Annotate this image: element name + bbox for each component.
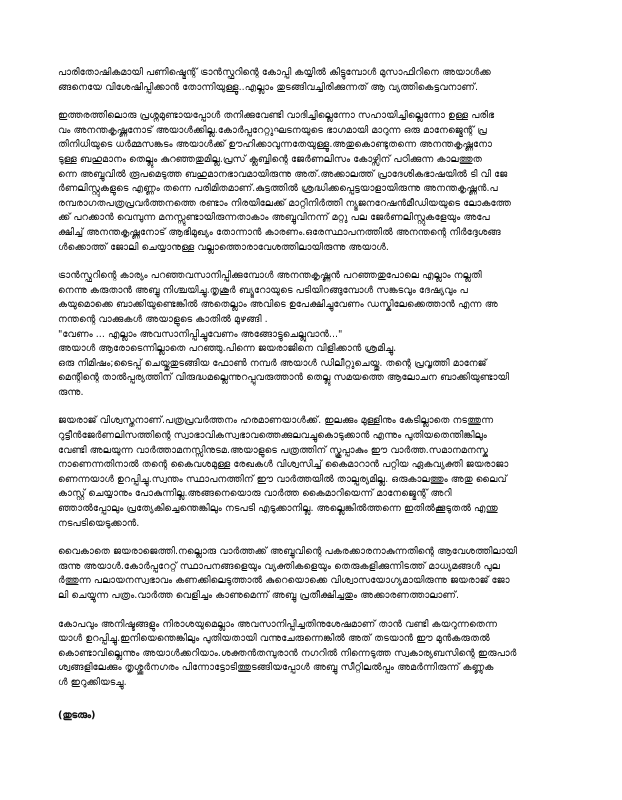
text-line: ലി ചെയ്യുന്ന പത്രം.വാർത്ത വെളിച്ചം കാണുമെന്ന് അബ്ബു പ്രതീക്ഷിച്ചതും അക്കാരണത്താലാണ്. [58, 590, 460, 601]
paragraph-5 [58, 545, 578, 603]
to-be-continued-label: (തുടരും) [58, 709, 96, 721]
text-line: രുന്നു അയാൾ.കോർപ്പറേറ്റ് സ്ഥാപനങ്ങളെയും വ്യക്തികളെയും തെരുകളിക്കുന്നിടത്ത് മാധ്യമങ്ങൾ പുല [58, 560, 500, 572]
text-line: വൈകാതെ ജയരാജെത്തി.നല്ലൊരു വാർത്തക്ക് അബ്ബുവിന്റെ പകരക്കാരനാകുന്നതിന്റെ ആവേശത്തിലായി [58, 546, 517, 558]
text-line: അയാൾ ആരോടെന്നില്ലാതെ പറഞ്ഞു.പിന്നെ ജയരാജിനെ വിളിക്കാൻ ശ്രമിച്ചു. [58, 343, 397, 355]
text-line: ജയരാജ് വിശ്വസ്തനാണ്.പത്രപ്രവർത്തനം ഹരമാണയാൾക്ക്. ഇലക്കും മുള്ളിനും കേടില്ലാതെ നടത്തുന്ന [58, 415, 494, 427]
text-line: ന്നെ അബ്ബുവിൽ രൂപമെടുത്ത ബഹുമാനഭാവമായിരുന്നു അത്.അക്കാലത്ത് പ്രാദേശികഭാഷയിൽ ടി വി ജേ [58, 168, 508, 180]
text-line: നടപടിയെടുക്കാൻ. [58, 517, 140, 529]
text-line: കോപവും അനിഷ്ടങ്ങളും നിരാശയുമെല്ലാം അവസാനിപ്പിച്ചതിനുശേഷമാണ് താൻ വണ്ടി കയറുന്നതെന്ന [58, 618, 498, 630]
text-line: ൾക്കൊത്ത് ജോലി ചെയ്യാനുള്ള വല്ലാത്തൊരാവേശത്തിലായിരുന്നു അയാൾ. [58, 241, 389, 253]
text-line: വം അനന്തകൃഷ്ണനോട് അയാൾക്കില്ല.കോർപ്പറേറ്റുഘടനയുടെ ഭാഗമായി മാറുന്ന ഒരു മാനേജ്മെന്റ് പ്ര [58, 124, 487, 136]
text-line: കയുമൊക്കെ ബാക്കിയുണ്ടെങ്കിൽ അതെല്ലാം അവിടെ ഉപേക്ഷിച്ചുവേണം ഡസ്കിലേക്കെത്താൻ എന്ന അ [58, 299, 498, 311]
text-line: രുന്നു. [58, 386, 84, 398]
text-line: ൾ ഇറുക്കിയടച്ചു. [58, 676, 127, 688]
text-line: മെന്റിന്റെ താൽപ്പര്യത്തിന് വിരുദ്ധമല്ലെന്നുറപ്പുവരുത്താൻ തെല്ലു സമയത്തെ ആലോചന ബാക്കിയുണ്ടായി [58, 372, 510, 384]
text-line: റുട്ടീൻജേർണലിസത്തിന്റെ സ്വാഭാവികസ്വഭാവത്തെക്കുലവച്ചുകൊടുക്കാൻ എന്നും പുതിയതെന്തിങ്കിലും [58, 430, 487, 442]
text-line: രമ്പരാഗതപത്രപ്രവർത്തനത്തെ രണ്ടാം നിരയിലേക്ക് മാറ്റിനിർത്തി ന്യൂജനറേഷൻമീഡിയയുടെ ലോകത്തേ [58, 197, 512, 209]
paragraph-3 [58, 269, 578, 400]
document-body [58, 66, 578, 723]
paragraph-2 [58, 109, 578, 255]
text-line: നാണെന്നതിനാൽ തന്റെ കൈവശമുള്ള രേഖകൾ വിശ്വസിച്ച് കൈമാറാൻ പറ്റിയ ഏകവ്യക്തി ജയരാജാ [58, 459, 509, 471]
text-line: നന്തന്റെ വാക്കുകൾ അയാളുടെ കാതിൽ മുഴങ്ങി . [58, 313, 268, 325]
text-line: കാസ്റ്റ് ചെയ്യാനും പോകുന്നില്ല.അങ്ങനെയൊരു വാർത്ത കൈമാറിയെന്ന് മാനേജ്മെന്റ് അറി [58, 488, 452, 500]
paragraph-6 [58, 618, 578, 691]
text-line: ശ്വങ്ങളിലേക്കും തൃശ്ശൂർനഗരം പിന്നോട്ടോടിത്തുടങ്ങിയപ്പോൾ അബ്ബു സീറ്റിലൽപ്പം അമർന്നിരുന്ന് കണ്ണുക [58, 662, 494, 674]
text-line: തിനിധിയുടെ ധർമ്മസങ്കടം അയാൾക്ക് ഊഹിക്കാവുന്നതേയുള്ളൂ.അതുകൊണ്ടുതന്നെ അനന്തകൃഷ്ണനോ [58, 139, 492, 151]
text-line: ർത്തുന്ന പലായനസ്വഭാവം കണക്കിലെടുത്താൽ കുറെയൊക്കെ വിശ്വാസയോഗ്യമായിരുന്നു ജയരാജ് ജോ [58, 575, 510, 587]
text-line: വേണ്ടി അലയുന്ന വാർത്താമനസ്സിനുടമ.അയാളുടെ പത്രത്തിന് സ്കൂപ്പാകും ഈ വാർത്ത.സമാനമനസ്ക [58, 444, 489, 456]
paragraph-4 [58, 414, 578, 531]
text-line: ക്ഷിച്ച് അനന്തകൃഷ്ണനോട് ആഭിമുഖ്യം തോന്നാൻ കാരണം.ഒരേസ്ഥാപനത്തിൽ അനന്തന്റെ നിർദ്ദേശങ്ങ [58, 226, 501, 238]
quote-line: "വേണം ... എല്ലാം അവസാനിപ്പിച്ചുവേണം അങ്ങോട്ടുചെല്ലുവാൻ..." [58, 328, 343, 340]
text-line: ണെന്നയാൾ ഉറപ്പിച്ചു.സ്വന്തം സ്ഥാപനത്തിന് ഈ വാർത്തയിൽ താല്പര്യമില്ല. ഒരുകാലത്തും അതു ലൈവ് [58, 473, 507, 485]
text-line: ടുള്ള ബഹുമാനം തെല്ലും കുറഞ്ഞതുമില്ല.പ്രസ് ക്ലബ്ബിന്റെ ജേർണലിസം കോഴ്സിന് പഠിക്കുന്ന കാലത്തുത [58, 153, 482, 165]
text-line: പാരിതോഷികമായി പണിഷ്മെന്റ് ട്രാൻസ്ഫറിന്റെ കോപ്പി കയ്യിൽ കിട്ടുമ്പോൾ മുസാഫിറിനെ അയാൾക്ക [58, 67, 491, 78]
paragraph-1 [58, 66, 578, 95]
text-line: നെന്നു കരുതാൻ അബ്ബു നിശ്ചയിച്ചു.തൃശൂർ ബ്യൂറോയുടെ പടിയിറങ്ങുമ്പോൾ സങ്കടവും ദേഷ്യവും പ [58, 284, 468, 296]
text-line: കൊണ്ടാവില്ലെന്നും അയാൾക്കറിയാം.ശക്തൻതമ്പുരാൻ നഗറിൽ നിന്നെടുത്ത സ്വകാര്യബസിന്റെ ഇരുപാർ [58, 647, 517, 659]
text-line: യാൾ ഉറപ്പിച്ചു.ഇനിയെന്തെങ്കിലും പുതിയതായി വന്നുചേരുന്നെങ്കിൽ അത് തടയാൻ ഈ മുൻകരുതൽ [58, 633, 490, 645]
text-line: ഇത്തരത്തിലൊരു പ്രശ്നമുണ്ടായപ്പോൾ തനിക്കുവേണ്ടി വാദിച്ചില്ലെന്നോ സഹായിച്ചില്ലെന്നോ ഉള്ള പരിഭ [58, 110, 495, 122]
text-line: ഞ്ഞാൽപ്പോലും പ്രത്യേകിച്ചെന്തെങ്കിലും നടപടി എടുക്കാനില്ല. അല്ലെങ്കിൽത്തന്നെ ഇതിൽക്കൂടുതൽ എന്തു [58, 503, 498, 515]
text-line: ർണലിസ്റ്റുകളുടെ എണ്ണം തന്നെ പരിമിതമാണ്.കുട്ടത്തിൽ ശ്രദ്ധിക്കപ്പെട്ടയാളായിരുന്നു അനന്തകൃഷ്ണൻ.പ [58, 183, 498, 195]
text-line: ങ്ങനെയേ വിശേഷിപ്പിക്കാൻ തോന്നിയുള്ളൂ..എല്ലാം തുടങ്ങിവച്ചിരിക്കുന്നത് ആ വ്യത്തികെട്ടവനാണ്. [58, 81, 479, 93]
text-line: ക്ക് പറക്കാൻ വെമ്പുന്ന മനസ്സുണ്ടായിരുന്നതാകാം അബ്ബുവിനന്ന് മറ്റു പല ജേർണലിസ്റ്റുകളേയും അപേ [58, 212, 490, 224]
text-line: ഒരു നിമിഷം;ടൈപ്പ് ചെയ്തുതുടങ്ങിയ ഫോൺ നമ്പർ അയാൾ ഡിലീറ്റുചെയ്തു. തന്റെ പ്രവൃത്തി മാനേജ് [58, 357, 487, 369]
text-line: ട്രാൻസ്ഫറിന്റെ കാര്യം പറഞ്ഞവസാനിപ്പിക്കുമ്പോൾ അനന്തകൃഷ്ണൻ പറഞ്ഞതുപോലെ എല്ലാം നല്ലതി [58, 270, 482, 282]
